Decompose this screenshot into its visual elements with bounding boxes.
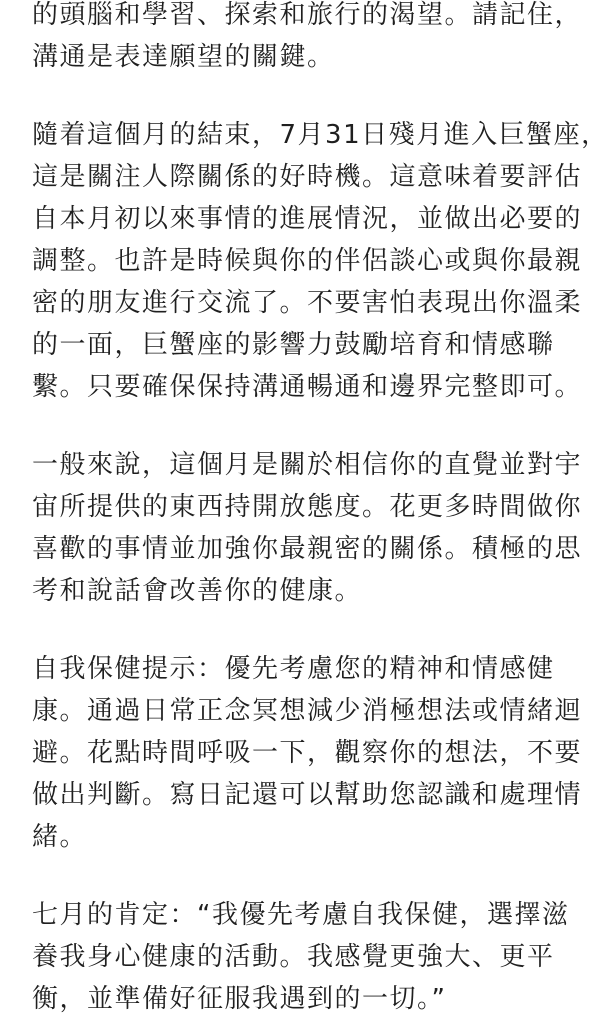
text-line: 緒。 <box>32 822 88 852</box>
text-line: 繫。只要確保保持溝通暢通和邊界完整即可。 <box>32 372 583 402</box>
text-line: 養我身心健康的活動。我感覺更強大、更平 <box>32 942 555 972</box>
paragraph-affirmation <box>32 894 592 1020</box>
text-line: 這是關注人際關係的好時機。這意味着要評估 <box>32 162 583 192</box>
article-body <box>32 0 609 1020</box>
paragraph-general <box>32 444 592 612</box>
text-line: 的頭腦和學習、探索和旅行的渴望。請記住， <box>32 0 583 30</box>
paragraph-self-care-tip <box>32 648 592 858</box>
text-line: 調整。也許是時候與你的伴侶談心或與你最親 <box>32 246 583 276</box>
text-line: 一般來說，這個月是關於相信你的直覺並對宇 <box>32 450 583 480</box>
text-line: 的一面，巨蟹座的影響力鼓勵培育和情感聯 <box>32 330 555 360</box>
paragraph-spacer <box>32 78 592 114</box>
text-line: 自我保健提示：優先考慮您的精神和情感健 <box>32 654 555 684</box>
text-line: 宙所提供的東西持開放態度。花更多時間做你 <box>32 492 583 522</box>
text-line: 七月的肯定：“我優先考慮自我保健，選擇滋 <box>32 900 570 930</box>
text-line: 避。花點時間呼吸一下，觀察你的想法，不要 <box>32 738 583 768</box>
paragraph-spacer <box>32 858 592 894</box>
paragraph-cancer-moon <box>32 114 609 408</box>
text-line: 衡，並準備好征服我遇到的一切。” <box>32 984 447 1014</box>
text-line: 喜歡的事情並加強你最親密的關係。積極的思 <box>32 534 583 564</box>
text-line: 做出判斷。寫日記還可以幫助您認識和處理情 <box>32 780 583 810</box>
paragraph-spacer <box>32 612 592 648</box>
text-line: 自本月初以來事情的進展情況，並做出必要的 <box>32 204 583 234</box>
paragraph-spacer <box>32 408 592 444</box>
text-line: 隨着這個月的結束，7月31日殘月進入巨蟹座， <box>32 120 609 150</box>
text-line: 康。通過日常正念冥想減少消極想法或情緒迴 <box>32 696 583 726</box>
text-line: 密的朋友進行交流了。不要害怕表現出你溫柔 <box>32 288 583 318</box>
paragraph-communication <box>32 0 592 78</box>
text-line: 考和說話會改善你的健康。 <box>32 576 363 606</box>
text-line: 溝通是表達願望的關鍵。 <box>32 42 335 72</box>
